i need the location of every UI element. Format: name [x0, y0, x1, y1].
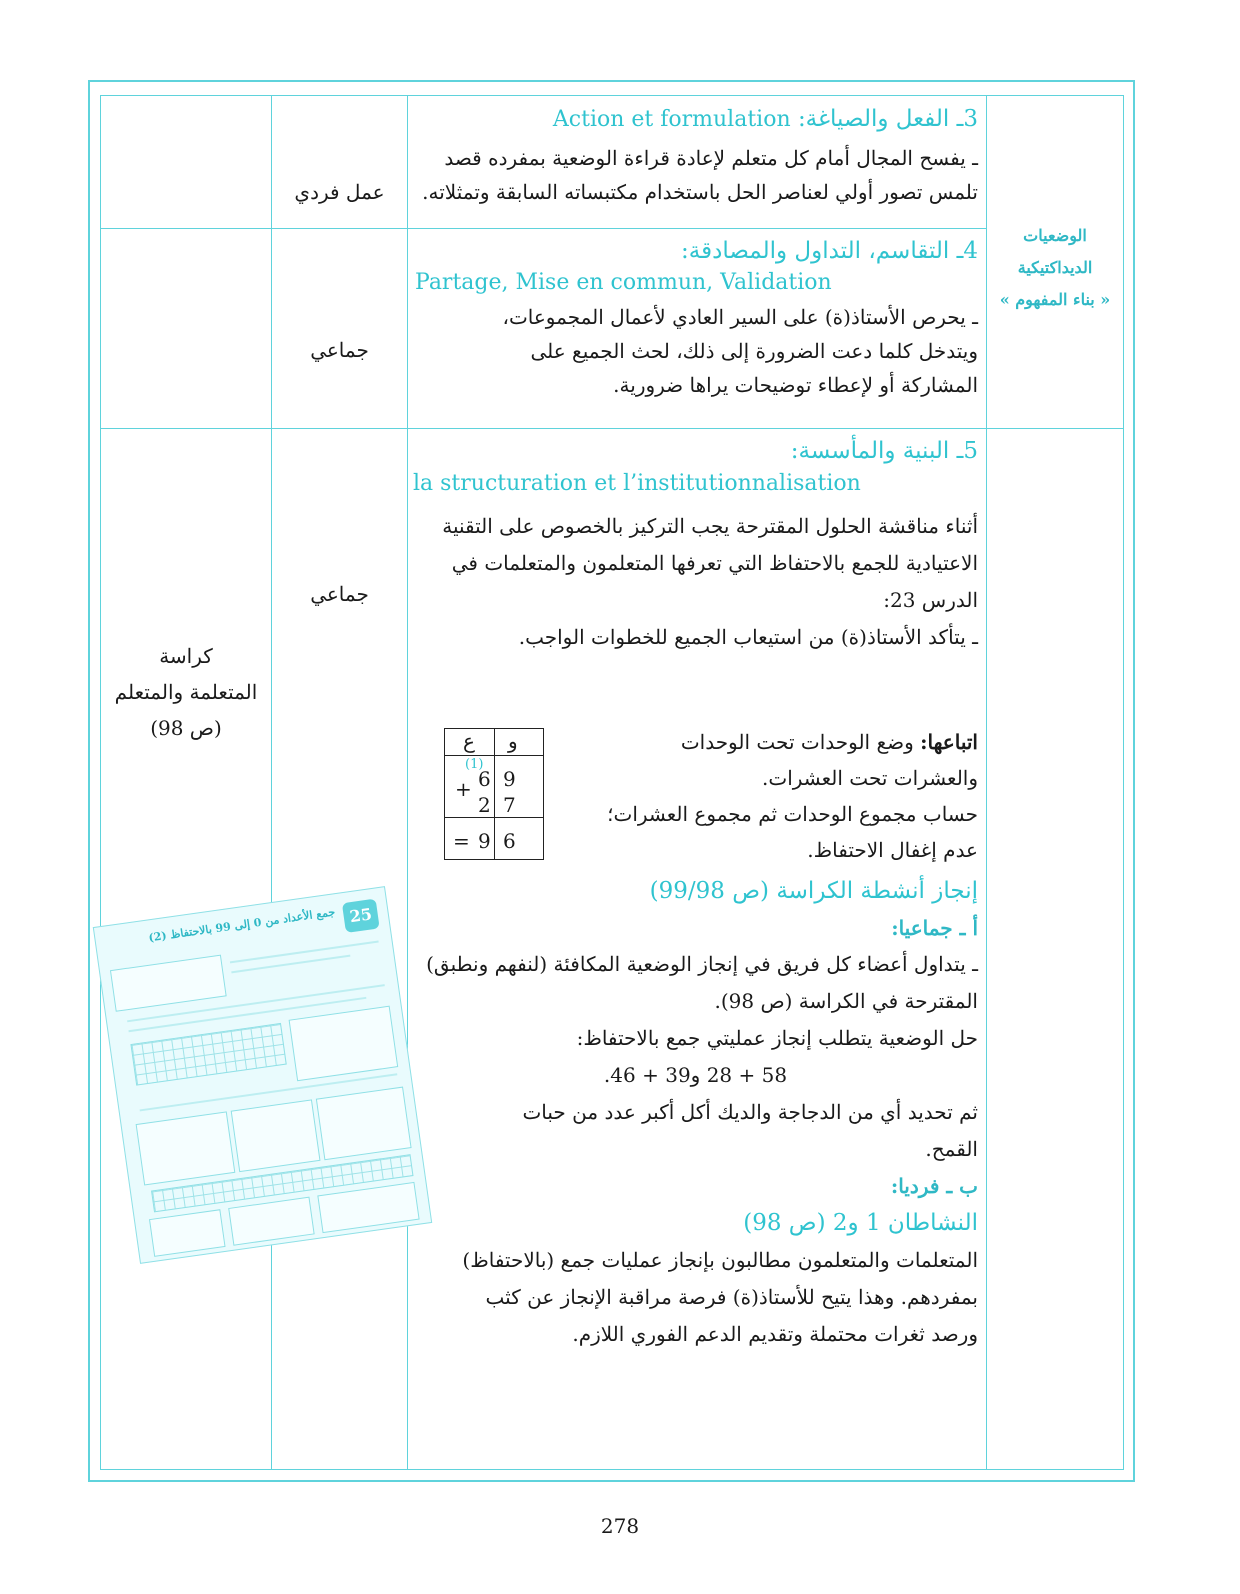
workbook-heading: إنجاز أنشطة الكراسة (ص 99/98): [649, 878, 978, 904]
workbook-reference-line-2: المتعلمة والمتعلم: [114, 680, 258, 704]
section-4-work-mode: جماعي: [310, 338, 369, 362]
section-5-intro-line-3: الدرس 23:: [883, 588, 978, 612]
workbook-reference: [101, 638, 271, 746]
column-divider-mode: [407, 95, 408, 1470]
lesson-title: جمع الأعداد من 0 إلى 99 بالاحتفاظ (2): [147, 905, 336, 945]
section-3-work-mode: عمل فردي: [294, 180, 385, 204]
row-divider-3-4: [100, 228, 986, 229]
section-3-title-ar: 3ـ الفعل والصياغة:: [797, 106, 978, 132]
addition-header-separator: [445, 755, 543, 756]
activities-heading: النشاطان 1 و2 (ص 98): [743, 1210, 978, 1236]
situation-label-line-2: الديداكتيكية: [1017, 258, 1093, 277]
part-b-line-2: بمفردهم. وهذا يتيح للأستاذ(ة) فرصة مراقبة الإنجاز عن كثب: [485, 1285, 978, 1309]
section-5-work-mode: جماعي: [310, 582, 369, 606]
step-1: [560, 724, 978, 760]
thumb-box: [317, 1182, 419, 1233]
section-5-title-ar: 5ـ البنية والمأسسة:: [790, 438, 978, 464]
thumb-box: [136, 1111, 236, 1185]
workbook-page-thumbnail: [93, 886, 432, 1264]
part-a-line-3: حل الوضعية يتطلب إنجاز عمليتي جمع بالاحتفاظ:: [576, 1026, 978, 1050]
section-4-line-3: المشاركة أو لإعطاء توضيحات يراها ضرورية.: [613, 373, 978, 397]
section-3: [415, 102, 978, 209]
section-5-title-fr: la structuration et l’institutionnalisation: [413, 471, 861, 496]
header-tens: ع: [463, 729, 475, 753]
section-3-title: [415, 102, 978, 137]
part-a-line-1: ـ يتداول أعضاء كل فريق في إنجاز الوضعية المكافئة (لنفهم ونطبق): [426, 952, 978, 976]
step-1-text: وضع الوحدات تحت الوحدات: [680, 730, 914, 754]
workbook-activities: [413, 872, 978, 1353]
part-a-label: أ ـ جماعيا:: [891, 916, 978, 940]
result-units: 6: [503, 829, 516, 853]
workbook-reference-line-1: كراسة: [159, 644, 213, 668]
part-a-line-5: ثم تحديد أي من الدجاجة والديك أكل أكبر عدد من حبات: [522, 1100, 978, 1124]
thumb-line: [231, 955, 350, 974]
equals-sign: =: [453, 829, 470, 853]
thumb-box: [228, 1197, 314, 1246]
row2-tens: 2: [478, 793, 491, 817]
step-2: والعشرات تحت العشرات.: [762, 766, 978, 790]
steps-list: [560, 724, 978, 760]
lesson-number-badge: 25: [342, 899, 380, 933]
section-5-intro-line-4: ـ يتأكد الأستاذ(ة) من استيعاب الجميع للخطوات الواجب.: [518, 625, 978, 649]
step-3: حساب مجموع الوحدات ثم مجموع العشرات؛: [607, 802, 978, 826]
row2-units: 7: [503, 793, 516, 817]
situation-label-line-3: « بناء المفهوم »: [999, 290, 1111, 309]
row1-units: 9: [503, 767, 516, 791]
step-4: عدم إغفال الاحتفاظ.: [807, 838, 978, 862]
section-4-line-1: ـ يحرص الأستاذ(ة) على السير العادي لأعمال المجموعات،: [502, 305, 978, 329]
page-number: 278: [600, 1514, 640, 1538]
thumb-box: [110, 955, 227, 1012]
thumb-grid: [130, 1023, 286, 1086]
thumb-box: [231, 1099, 321, 1172]
thumb-box: [149, 1209, 226, 1257]
column-divider-aux: [271, 95, 272, 1470]
addition-result-separator: [445, 817, 543, 818]
column-divider-content: [986, 95, 987, 1470]
section-3-line-2: تلمس تصور أولي لعناصر الحل باستخدام مكتبساته السابقة وتمثلاته.: [422, 180, 978, 204]
section-3-line-1: ـ يفسح المجال أمام كل متعلم لإعادة قراءة الوضعية بمفرده قصد: [444, 146, 978, 170]
result-tens: 9: [478, 829, 491, 853]
section-5: [413, 434, 978, 656]
row1-tens: 6: [478, 767, 491, 791]
part-a-line-2: المقترحة في الكراسة (ص 98).: [714, 989, 978, 1013]
addition-column-separator: [494, 729, 495, 859]
section-3-title-fr: Action et formulation: [552, 107, 791, 132]
thumb-table: [289, 1006, 399, 1082]
section-4-line-2: ويتدخل كلما دعت الضرورة إلى ذلك، لحث الجميع على: [530, 339, 978, 363]
row-divider-4-5: [100, 428, 1124, 429]
situation-label: [988, 220, 1122, 316]
section-4-title-ar: 4ـ التقاسم، التداول والمصادقة:: [681, 238, 978, 264]
carry-digit: (1): [465, 757, 484, 772]
part-a-line-6: القمح.: [925, 1137, 978, 1161]
situation-label-line-1: الوضعيات: [1023, 226, 1087, 245]
section-5-intro-line-1: أثناء مناقشة الحلول المقترحة يجب التركيز بالخصوص على التقنية: [442, 514, 978, 538]
thumb-box: [316, 1087, 412, 1161]
section-4: [415, 234, 978, 402]
workbook-reference-line-3: (ص 98): [150, 716, 222, 740]
part-b-line-1: المتعلمات والمتعلمون مطالبون بإنجاز عمليات جمع (بالاحتفاظ): [462, 1248, 978, 1272]
section-5-intro-line-2: الاعتيادية للجمع بالاحتفاظ التي تعرفها المتعلمون والمتعلمات في: [451, 551, 978, 575]
plus-sign: +: [455, 777, 472, 801]
part-b-label: ب ـ فرديا:: [890, 1174, 978, 1198]
part-a-line-4: 58 + 28 و39 + 46.: [603, 1063, 788, 1087]
header-units: و: [508, 729, 518, 753]
part-b-line-3: ورصد ثغرات محتملة وتقديم الدعم الفوري اللازم.: [572, 1322, 978, 1346]
steps-label: اتباعها:: [920, 730, 978, 754]
section-4-title-fr: Partage, Mise en commun, Validation: [415, 270, 832, 295]
column-addition-table: [444, 728, 544, 860]
